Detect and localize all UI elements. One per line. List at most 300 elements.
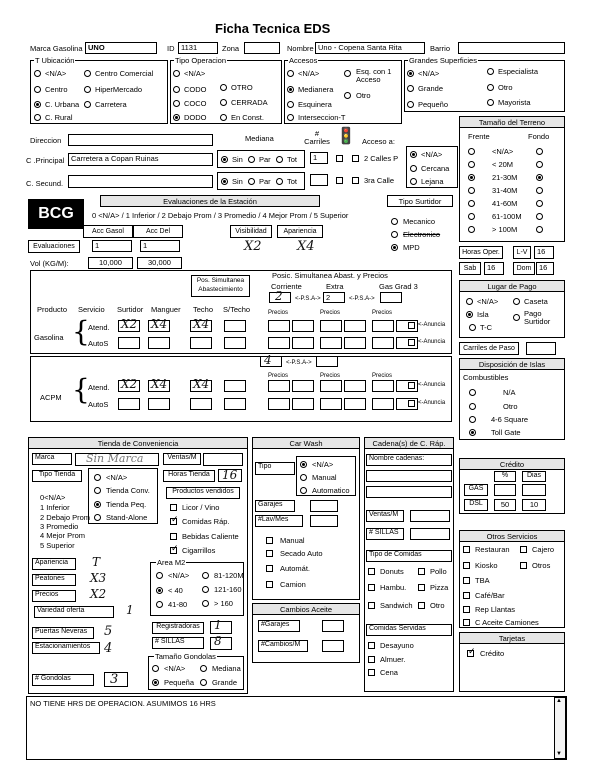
notes-scrollbar[interactable] <box>554 697 566 759</box>
extra-pos-field[interactable]: 2 <box>323 292 345 303</box>
pago-tc-radio[interactable] <box>469 324 476 331</box>
servicio-header: Servicio <box>78 305 105 314</box>
gondola-na-label: <N/A> <box>164 664 186 673</box>
vol-field-2[interactable]: 30,000 <box>137 257 182 269</box>
pollo-label: Pollo <box>430 567 447 576</box>
area-title: Area M2 <box>157 558 186 567</box>
principal-sin-radio[interactable] <box>221 156 228 163</box>
tienda-ventas-field[interactable] <box>203 453 243 466</box>
pump-acAu-cell[interactable] <box>190 398 212 410</box>
terreno-fondo-radio[interactable] <box>536 161 543 168</box>
cw-camion-label: Camion <box>280 580 306 589</box>
puertas-value[interactable]: 5 <box>104 624 113 639</box>
acceso-label: Acceso a: <box>362 137 395 146</box>
anuncia-label: <-Anuncia <box>418 322 446 328</box>
sandwich-checkbox[interactable] <box>368 602 375 609</box>
horas-tienda-value: 16 <box>222 468 238 482</box>
acc-esquinera-label: Esquinera <box>298 100 332 109</box>
grandes-title: Grandes Superficies <box>409 56 477 65</box>
area-160-radio[interactable] <box>202 600 209 607</box>
psa-label-2: <-P.S.A-> <box>349 296 375 302</box>
cw-secado-checkbox[interactable] <box>266 550 273 557</box>
gondola-grande-label: Grande <box>212 678 238 687</box>
pago-isla-label: Isla <box>477 310 489 319</box>
hambu-checkbox[interactable] <box>368 584 375 591</box>
precios-tienda-label: Precios <box>32 590 76 602</box>
pollo-checkbox[interactable] <box>418 568 425 575</box>
acpm-techo-value: X4 <box>193 377 210 391</box>
desayuno-label: Desayuno <box>380 641 414 650</box>
otros-llantas-checkbox[interactable] <box>463 606 470 613</box>
oper-enconst-radio[interactable] <box>220 114 227 121</box>
secund-sin-label: Sin <box>232 177 243 186</box>
otro-comida-label: Otro <box>430 601 445 610</box>
oper-na-radio[interactable] <box>173 70 180 77</box>
principal-tot-radio[interactable] <box>276 156 283 163</box>
oper-dodo-radio[interactable] <box>173 114 180 121</box>
traffic-light-icon: 🚦 <box>336 126 356 145</box>
pago-surtidor-radio[interactable] <box>513 314 520 321</box>
pago-caseta-label: Caseta <box>524 297 548 306</box>
terreno-frente-radio[interactable] <box>468 174 475 181</box>
price-acAu-cell[interactable] <box>268 398 290 410</box>
otros-cajero-label: Cajero <box>532 545 555 554</box>
islas-square-radio[interactable] <box>469 416 476 423</box>
tarjetas-credito-checkbox[interactable] <box>467 650 474 657</box>
page-title: Ficha Tecnica EDS <box>215 21 331 36</box>
anuncia-checkbox[interactable] <box>408 339 415 346</box>
garajes-field[interactable] <box>310 500 338 512</box>
ubic-cc-label: Centro Comercial <box>95 69 154 78</box>
gs-pequeno-radio[interactable] <box>407 101 414 108</box>
cw-na-radio[interactable] <box>300 461 307 468</box>
gas-techo-value: X4 <box>193 317 210 331</box>
gs-otro-radio[interactable] <box>487 84 494 91</box>
pump-acAu-cell[interactable] <box>118 398 140 410</box>
tienda-scale-1: 1 Inferior <box>40 503 70 512</box>
acc-gasol-field[interactable]: 1 <box>92 240 132 252</box>
pump-acAu-cell[interactable] <box>148 398 170 410</box>
terreno-frente-radio[interactable] <box>468 213 475 220</box>
cadena-nombre-field-1[interactable] <box>366 470 452 482</box>
gs-grande-radio[interactable] <box>407 85 414 92</box>
gas-atend-label: Atend. <box>88 323 110 332</box>
gs-mayorista-radio[interactable] <box>487 99 494 106</box>
pump-gasAu-cell[interactable] <box>224 337 246 349</box>
price-acAu-cell[interactable] <box>344 398 366 410</box>
csecund-label: C. Secund. <box>26 179 64 188</box>
cena-label: Cena <box>380 668 398 677</box>
prod-bebidas-checkbox[interactable] <box>170 533 177 540</box>
islas-tollgate-label: Toll Gate <box>491 428 521 437</box>
acc-na-radio[interactable] <box>287 70 294 77</box>
otros-aceite-checkbox[interactable] <box>463 619 470 626</box>
ngarajes-field[interactable] <box>322 620 344 632</box>
direccion-field[interactable] <box>68 134 213 146</box>
acc-esq1-radio[interactable] <box>344 70 351 77</box>
tres-calle-label: 3ra Calle <box>364 176 395 185</box>
ubic-rural-radio[interactable] <box>34 114 41 121</box>
gondola-mediana-radio[interactable] <box>200 665 207 672</box>
ubic-na-radio[interactable] <box>34 70 41 77</box>
gs-na-label: <N/A> <box>418 69 440 78</box>
scroll-up-icon[interactable]: ▲ <box>556 698 562 704</box>
vol-field-1[interactable]: 10,000 <box>88 257 133 269</box>
price-gasAt-cell[interactable] <box>268 320 290 332</box>
terreno-fondo-radio[interactable] <box>536 187 543 194</box>
carriles-paso-field[interactable] <box>526 342 556 355</box>
cw-manual-checkbox[interactable] <box>266 537 273 544</box>
dos-calles-checkbox[interactable] <box>352 155 359 162</box>
ubicacion-title: T Ubicación <box>35 56 75 65</box>
otros-kiosko-label: Kiosko <box>475 561 498 570</box>
ngondolas-label: # Gondolas <box>32 674 94 686</box>
anuncia-label: <-Anuncia <box>418 400 446 406</box>
terreno-row-label: 61-100M <box>492 212 522 221</box>
pago-na-radio[interactable] <box>466 298 473 305</box>
terreno-frente-radio[interactable] <box>468 161 475 168</box>
acc-del-header: Acc Del <box>133 225 183 238</box>
anuncia-checkbox[interactable] <box>408 382 415 389</box>
pago-isla-radio[interactable] <box>466 311 473 318</box>
evaluaciones-scale: 0 <N/A> / 1 Inferior / 2 Debajo Prom / 3 Promedio / 4 Mejor Prom / 5 Superior <box>92 211 349 220</box>
sab-field[interactable]: 16 <box>484 262 504 275</box>
posic-simultanea-label: Posic. Simultanea Abast. y Precios <box>272 271 388 280</box>
price-gasAt-cell[interactable] <box>320 320 342 332</box>
secund-sin-radio[interactable] <box>221 178 228 185</box>
ubic-carretera-label: Carretera <box>95 100 127 109</box>
prod-licor-checkbox[interactable] <box>170 504 177 511</box>
dom-field[interactable]: 16 <box>536 262 554 275</box>
gs-especialista-radio[interactable] <box>487 68 494 75</box>
lv-field[interactable]: 16 <box>534 246 554 259</box>
otros-tba-checkbox[interactable] <box>463 577 470 584</box>
grad3-pos-field[interactable] <box>380 292 402 303</box>
prod-comidas-label: Comidas Ráp. <box>182 517 230 526</box>
islas-otro-radio[interactable] <box>469 403 476 410</box>
terreno-frente-radio[interactable] <box>468 187 475 194</box>
peatones-value[interactable]: X3 <box>90 571 107 585</box>
area-41-label: 41-80 <box>168 600 188 609</box>
apariencia-value[interactable]: X4 <box>297 239 315 254</box>
gondola-na-radio[interactable] <box>152 665 159 672</box>
surt-mpd-radio[interactable] <box>391 244 398 251</box>
acc-del-field[interactable]: 1 <box>140 240 180 252</box>
desayuno-checkbox[interactable] <box>368 642 375 649</box>
tipo-stand-radio[interactable] <box>94 514 101 521</box>
ubic-carretera-radio[interactable] <box>84 101 91 108</box>
estac-value[interactable]: 4 <box>104 641 113 656</box>
tienda-marca-value: Sin Marca <box>86 452 144 465</box>
prod-comidas-checkbox[interactable] <box>170 518 177 525</box>
horas-tienda-label: Horas Tienda <box>163 470 215 482</box>
surt-mecanico-label: Mecanico <box>403 217 436 226</box>
acceso-lejana-radio[interactable] <box>410 178 417 185</box>
otro-comida-checkbox[interactable] <box>418 602 425 609</box>
cadena-nombre-field-2[interactable] <box>366 486 452 498</box>
otros-title: Otros Servicios <box>459 530 565 542</box>
oper-enconst-label: En Const. <box>231 113 264 122</box>
cadena-ventas-label: Ventas/M <box>366 510 404 522</box>
cadena-sillas-field[interactable] <box>410 528 450 540</box>
ngondolas-value: 3 <box>110 672 119 687</box>
nombre-field[interactable]: Uno - Copena Santa Rita <box>315 42 425 54</box>
price-acAt-cell[interactable] <box>372 380 394 392</box>
lavmes-field[interactable] <box>310 515 338 527</box>
variedad-value[interactable]: 1 <box>126 603 134 617</box>
registradoras-value: 1 <box>214 618 222 632</box>
tienda-title: Tienda de Conveniencia <box>28 437 248 449</box>
cw-manual-chk-label: Manual <box>280 536 305 545</box>
stecho-header: S/Techo <box>223 305 251 314</box>
terreno-fondo-radio[interactable] <box>536 226 543 233</box>
acceso-na-radio[interactable] <box>410 151 417 158</box>
oper-cerrada-radio[interactable] <box>220 99 227 106</box>
gs-na-radio[interactable] <box>407 70 414 77</box>
terreno-frente-radio[interactable] <box>468 200 475 207</box>
cw-manual-label: Manual <box>312 473 337 482</box>
terreno-frente-radio[interactable] <box>468 148 475 155</box>
price-gasAu-cell[interactable] <box>268 337 290 349</box>
pump-acAt-cell[interactable] <box>224 380 246 392</box>
cadena-ventas-field[interactable] <box>410 510 450 522</box>
lavmes-label: #Lav/Mes <box>255 515 303 527</box>
credito-title: Crédito <box>459 458 565 470</box>
donuts-checkbox[interactable] <box>368 568 375 575</box>
price-acAu-cell[interactable] <box>372 398 394 410</box>
gondola-pequena-label: Pequeña <box>164 678 195 687</box>
terreno-fondo-radio[interactable] <box>536 200 543 207</box>
id-label: ID <box>167 44 175 53</box>
tienda-marca-label: Marca <box>32 453 72 465</box>
tipo-peq-radio[interactable] <box>94 501 101 508</box>
price-gasAu-cell[interactable] <box>320 337 342 349</box>
carwash-title: Car Wash <box>252 437 360 449</box>
prod-cigarrillos-label: Cigarrillos <box>182 546 216 555</box>
acc-intersec-label: Interseccion-T <box>298 113 346 122</box>
credito-gas-label: GAS <box>464 484 488 496</box>
acpm-pos-field-2[interactable] <box>316 356 338 367</box>
secund-tot-radio[interactable] <box>276 178 283 185</box>
terreno-fondo-radio[interactable] <box>536 148 543 155</box>
ubic-urbana-radio[interactable] <box>34 101 41 108</box>
terreno-fondo-radio[interactable] <box>536 213 543 220</box>
area-40-radio[interactable] <box>156 587 163 594</box>
credito-dsl-dias[interactable]: 10 <box>522 499 546 511</box>
gas-autos-label: AutoS <box>88 339 109 348</box>
price-acAt-cell[interactable] <box>344 380 366 392</box>
gondola-pequena-radio[interactable] <box>152 679 159 686</box>
pump-gasAu-cell[interactable] <box>118 337 140 349</box>
tres-calle-checkbox[interactable] <box>352 177 359 184</box>
price-acAt-cell[interactable] <box>292 380 314 392</box>
cprincipal-field[interactable]: Carretera a Copan Ruinas <box>68 153 213 166</box>
principal-carril-chk1[interactable] <box>336 155 343 162</box>
surt-mpd-label: MPD <box>403 243 420 252</box>
acc-intersec-radio[interactable] <box>287 114 294 121</box>
acceso-cercana-radio[interactable] <box>410 165 417 172</box>
donuts-label: Donuts <box>380 567 404 576</box>
area-41-radio[interactable] <box>156 601 163 608</box>
ubic-cc-radio[interactable] <box>84 70 91 77</box>
price-gasAu-cell[interactable] <box>372 337 394 349</box>
barrio-label: Barrio <box>430 44 451 53</box>
ncambios-field[interactable] <box>322 640 344 652</box>
acpm-atend-label: Atend. <box>88 383 110 392</box>
cw-auto-radio[interactable] <box>300 487 307 494</box>
visibilidad-header: Visibilidad <box>230 225 272 238</box>
ubic-hiper-radio[interactable] <box>84 86 91 93</box>
precios-tienda-value[interactable]: X2 <box>90 587 107 601</box>
psa-label-1: <-P.S.A-> <box>295 296 321 302</box>
nombre-label: Nombre <box>287 44 314 53</box>
credito-gas-pct[interactable] <box>494 484 516 496</box>
tipo-conv-radio[interactable] <box>94 487 101 494</box>
hambu-label: Hambu. <box>380 583 407 592</box>
area-81-radio[interactable] <box>202 572 209 579</box>
area-na-radio[interactable] <box>156 572 163 579</box>
cena-checkbox[interactable] <box>368 669 375 676</box>
carriles-secund-field[interactable] <box>310 174 328 186</box>
price-gasAt-cell[interactable] <box>292 320 314 332</box>
csecund-field[interactable] <box>68 175 213 188</box>
area-121-radio[interactable] <box>202 586 209 593</box>
otros-cajero-checkbox[interactable] <box>520 546 527 553</box>
acc-otro-label: Otro <box>356 91 371 100</box>
otros-kiosko-checkbox[interactable] <box>463 562 470 569</box>
acc-otro-radio[interactable] <box>344 92 351 99</box>
oper-otro-radio[interactable] <box>220 84 227 91</box>
terreno-title: Tamaño del Terreno <box>459 116 565 128</box>
principal-tot-label: Tot <box>287 155 298 164</box>
terreno-fondo-radio[interactable] <box>536 174 543 181</box>
pump-gasAu-cell[interactable] <box>148 337 170 349</box>
carwash-tipo-label: Tipo <box>255 462 295 475</box>
price-acAt-cell[interactable] <box>320 380 342 392</box>
cw-automat-label: Automát. <box>280 564 311 573</box>
ubic-urbana-label: C. Urbana <box>45 100 80 109</box>
tipo-na-radio[interactable] <box>94 474 101 481</box>
price-acAt-cell[interactable] <box>268 380 290 392</box>
apariencia-header: Apariencia <box>277 225 323 238</box>
acc-medianera-radio[interactable] <box>287 86 294 93</box>
visibilidad-value[interactable]: X2 <box>244 239 262 254</box>
cw-manual-radio[interactable] <box>300 474 307 481</box>
pago-na-label: <N/A> <box>477 297 499 306</box>
otros-otros-checkbox[interactable] <box>520 562 527 569</box>
pizza-checkbox[interactable] <box>418 584 425 591</box>
credito-gas-dias[interactable] <box>522 484 546 496</box>
surt-electronico-radio[interactable] <box>391 231 398 238</box>
anuncia-checkbox[interactable] <box>408 322 415 329</box>
islas-square-label: 4-6 Square <box>491 415 529 424</box>
cw-camion-checkbox[interactable] <box>266 581 273 588</box>
sandwich-label: Sandwich <box>380 601 413 610</box>
terreno-row-label: 31-40M <box>492 186 518 195</box>
aceite-title: Cambios Aceite <box>252 603 360 615</box>
ncambios-label: #Cambios/M <box>258 640 308 652</box>
vol-label: Vol (KG/M): <box>30 259 69 268</box>
otros-tba-label: TBA <box>475 576 490 585</box>
pump-acAu-cell[interactable] <box>224 398 246 410</box>
acpm-autos-label: AutoS <box>88 400 109 409</box>
price-gasAt-cell[interactable] <box>344 320 366 332</box>
acc-esquinera-radio[interactable] <box>287 101 294 108</box>
pago-caseta-radio[interactable] <box>513 298 520 305</box>
terreno-frente-radio[interactable] <box>468 226 475 233</box>
acc-na-label: <N/A> <box>298 69 320 78</box>
islas-na-label: N/A <box>503 388 516 397</box>
price-acAu-cell[interactable] <box>292 398 314 410</box>
acpm-label: ACPM <box>40 393 62 402</box>
acceso-cercana-label: Cercana <box>421 164 450 173</box>
pago-title: Lugar de Pago <box>459 280 565 292</box>
pump-gasAu-cell[interactable] <box>190 337 212 349</box>
evaluaciones-title: Evaluaciones de la Estación <box>100 195 320 207</box>
prod-cigarrillos-checkbox[interactable] <box>170 547 177 554</box>
islas-tollgate-radio[interactable] <box>469 429 476 436</box>
id-field[interactable]: 1131 <box>178 42 218 54</box>
evaluaciones-label: Evaluaciones <box>28 240 80 253</box>
gasolina-brace: { <box>72 315 90 348</box>
prod-bebidas-label: Bebidas Caliente <box>182 532 239 541</box>
marca-gasolina-field[interactable]: UNO <box>85 42 157 54</box>
otros-cafe-checkbox[interactable] <box>463 592 470 599</box>
gas-surtidor-value: X2 <box>121 317 138 331</box>
cw-auto-label: Automatico <box>312 486 350 495</box>
barrio-field[interactable] <box>458 42 565 54</box>
tienda-ventas-label: Ventas/M <box>163 453 201 465</box>
operacion-title: Tipo Operacion <box>175 56 226 65</box>
almuer-checkbox[interactable] <box>368 656 375 663</box>
pump-gasAt-cell[interactable] <box>224 320 246 332</box>
gondola-grande-radio[interactable] <box>200 679 207 686</box>
secund-par-radio[interactable] <box>248 178 255 185</box>
surt-mecanico-radio[interactable] <box>391 218 398 225</box>
tipo-comidas-title: Tipo de Comidas <box>366 550 452 562</box>
price-acAu-cell[interactable] <box>320 398 342 410</box>
corriente-pos-value: 2 <box>275 289 283 303</box>
islas-na-radio[interactable] <box>469 389 476 396</box>
carriles-principal-field[interactable]: 1 <box>310 152 328 164</box>
area-160-label: > 160 <box>214 599 233 608</box>
price-gasAu-cell[interactable] <box>292 337 314 349</box>
ngarajes-label: #Garajes <box>258 620 300 632</box>
oper-coco-radio[interactable] <box>173 100 180 107</box>
anuncia-checkbox[interactable] <box>408 400 415 407</box>
cprincipal-label: C .Principal <box>26 156 65 165</box>
registradoras-label: Registradoras <box>152 622 204 634</box>
terreno-row-label: 41-60M <box>492 199 518 208</box>
cw-automat-checkbox[interactable] <box>266 565 273 572</box>
zona-field[interactable] <box>244 42 280 54</box>
scroll-down-icon[interactable]: ▼ <box>556 751 562 757</box>
secund-carril-chk1[interactable] <box>336 177 343 184</box>
oper-codo-radio[interactable] <box>173 86 180 93</box>
techo-header: Techo <box>193 305 214 314</box>
islas-otro-label: Otro <box>503 402 518 411</box>
price-gasAu-cell[interactable] <box>344 337 366 349</box>
credito-dsl-pct[interactable]: 50 <box>494 499 516 511</box>
apariencia-tienda-value[interactable]: T <box>92 555 101 569</box>
precios-label: Precios <box>320 310 341 316</box>
ubic-centro-radio[interactable] <box>34 86 41 93</box>
cw-na-label: <N/A> <box>312 460 334 469</box>
principal-par-radio[interactable] <box>248 156 255 163</box>
price-gasAt-cell[interactable] <box>372 320 394 332</box>
otros-restauran-checkbox[interactable] <box>463 546 470 553</box>
pago-surtidor-label: Pago Surtidor <box>524 309 551 326</box>
